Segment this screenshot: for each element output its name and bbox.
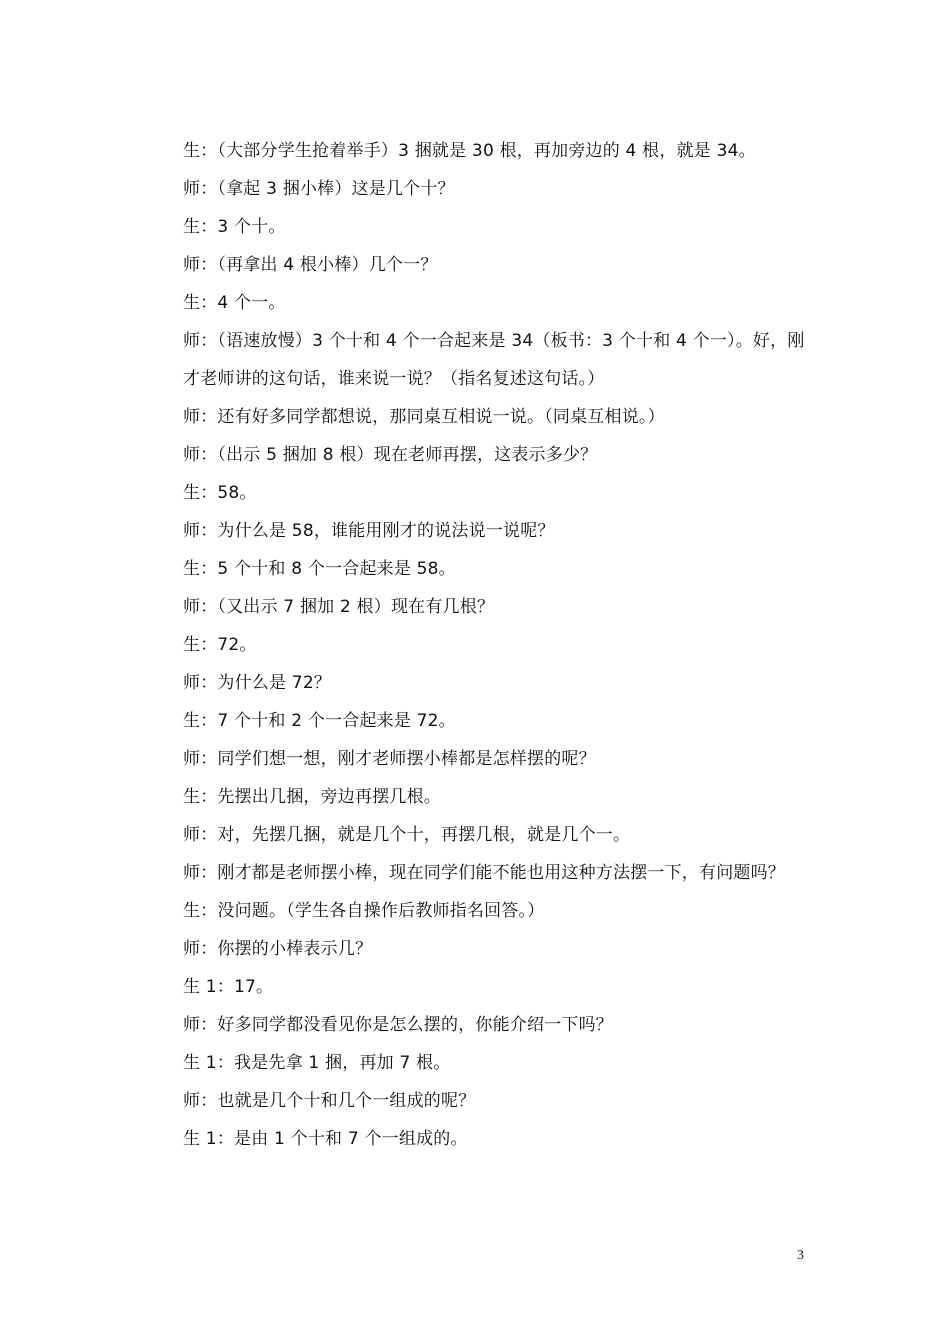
paragraph: 师：同学们想一想，刚才老师摆小棒都是怎样摆的呢？ xyxy=(183,749,596,769)
paragraph: 生：（大部分学生抢着举手）3 捆就是 30 根，再加旁边的 4 根，就是 34。 xyxy=(183,141,756,161)
paragraph: 生：5 个十和 8 个一合起来是 58。 xyxy=(183,559,456,579)
paragraph: 生 1：是由 1 个十和 7 个一组成的。 xyxy=(183,1129,468,1149)
page-body xyxy=(183,132,813,1158)
paragraph: 师：刚才都是老师摆小棒，现在同学们能不能也用这种方法摆一下，有问题吗？ xyxy=(183,863,785,883)
paragraph: 师：好多同学都没看见你是怎么摆的，你能介绍一下吗？ xyxy=(183,1015,613,1035)
paragraph: 师：（再拿出 4 根小棒）几个一？ xyxy=(183,255,438,275)
paragraph: 师：为什么是 58，谁能用刚才的说法说一说呢？ xyxy=(183,521,555,541)
paragraph: 生：58。 xyxy=(183,483,257,503)
paragraph: 师：（语速放慢）3 个十和 4 个一合起来是 34（板书：3 个十和 4 个一）。好，刚才老师讲的这句话，谁来说一说？（指名复述这句话。） xyxy=(183,331,805,389)
paragraph: 师：你摆的小棒表示几？ xyxy=(183,939,373,959)
paragraph: 生 1：17。 xyxy=(183,977,274,997)
paragraph: 生：3 个十。 xyxy=(183,217,286,237)
paragraph: 师：为什么是 72？ xyxy=(183,673,332,693)
paragraph: 师：还有好多同学都想说，那同桌互相说一说。（同桌互相说。） xyxy=(183,407,665,427)
paragraph: 师：（又出示 7 捆加 2 根）现在有几根？ xyxy=(183,597,495,617)
paragraph: 生：先摆出几捆，旁边再摆几根。 xyxy=(183,787,441,807)
paragraph: 生：4 个一。 xyxy=(183,293,286,313)
paragraph: 生 1：我是先拿 1 捆，再加 7 根。 xyxy=(183,1053,451,1073)
paragraph: 师：（拿起 3 捆小棒）这是几个十？ xyxy=(183,179,455,199)
paragraph: 师：（出示 5 捆加 8 根）现在老师再摆，这表示多少？ xyxy=(183,445,598,465)
page-number: 3 xyxy=(797,1248,804,1263)
paragraph: 生：没问题。（学生各自操作后教师指名回答。） xyxy=(183,901,545,921)
paragraph: 生：72。 xyxy=(183,635,257,655)
paragraph: 师：对，先摆几捆，就是几个十，再摆几根，就是几个一。 xyxy=(183,825,631,845)
paragraph: 生：7 个十和 2 个一合起来是 72。 xyxy=(183,711,456,731)
paragraph: 师：也就是几个十和几个一组成的呢？ xyxy=(183,1091,476,1111)
